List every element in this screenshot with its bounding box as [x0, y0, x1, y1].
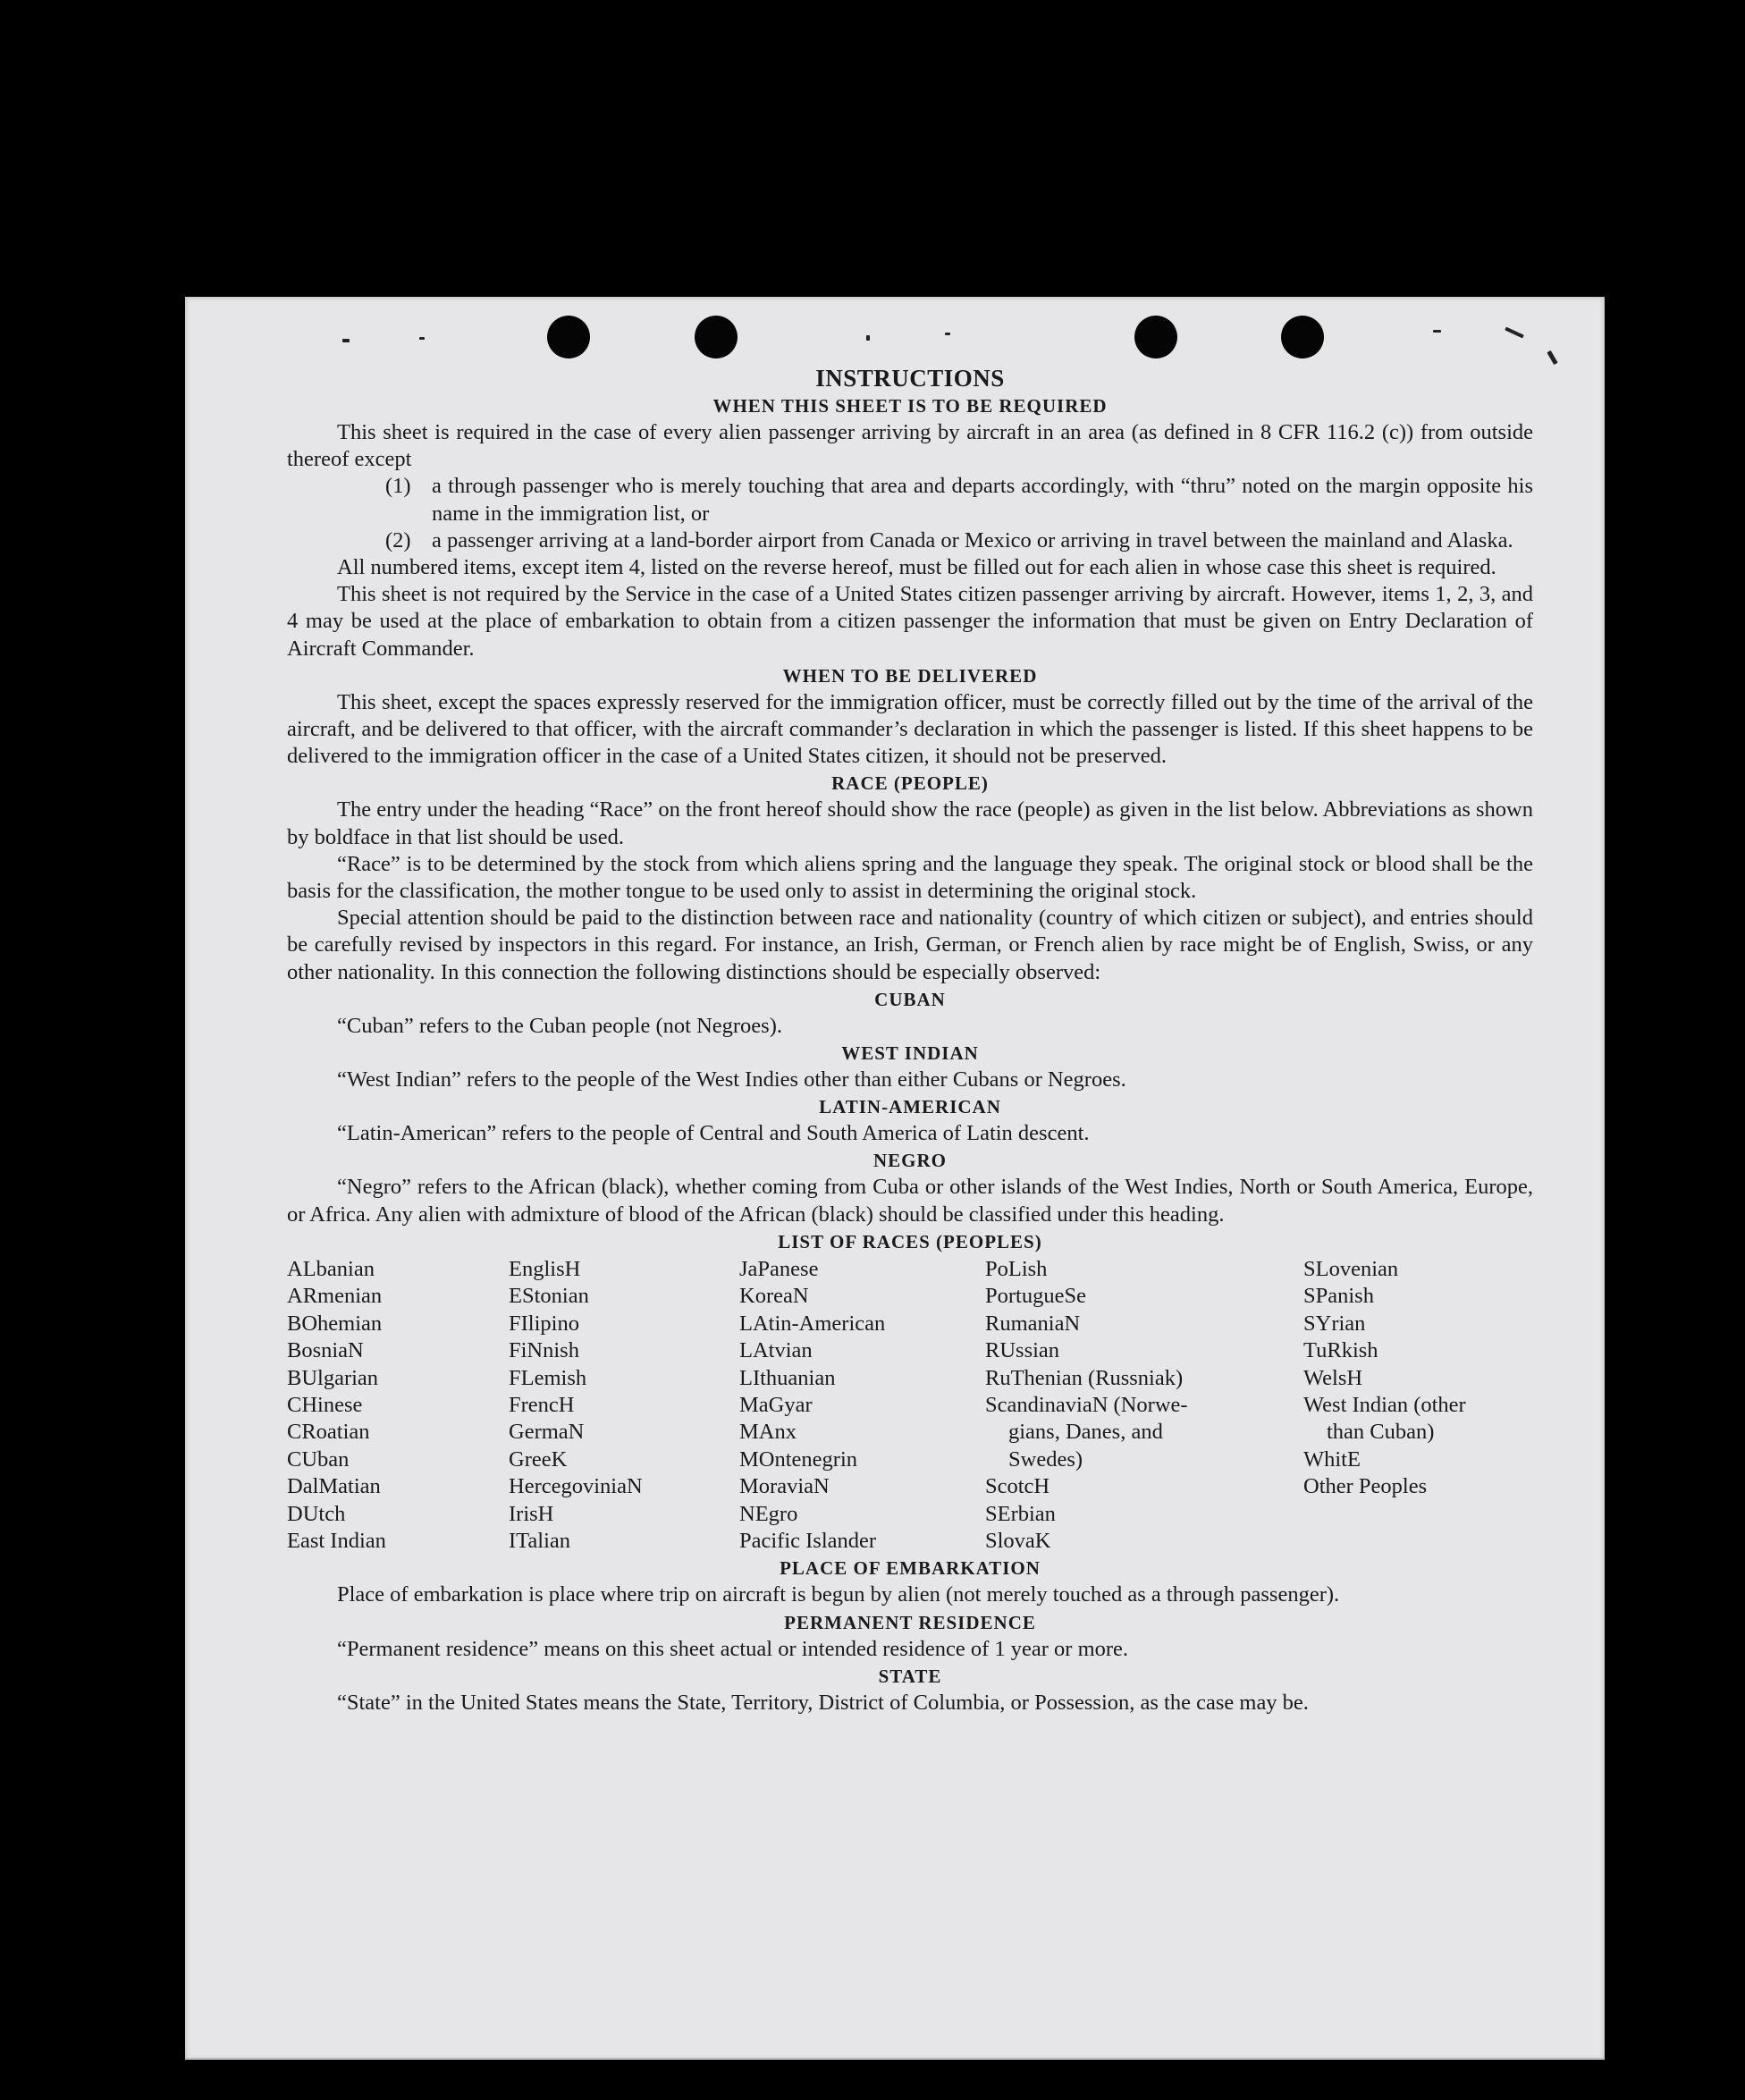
races-column [509, 1256, 739, 1555]
race-entry: KoreaN [739, 1284, 809, 1309]
race-entry: ALbanian [287, 1256, 375, 1281]
punch-hole [1281, 316, 1324, 358]
races-column [739, 1256, 985, 1555]
paragraph: “Latin-American” refers to the people of Central and South America of Latin descent. [337, 1121, 1090, 1146]
race-entry: CHinese [287, 1392, 363, 1417]
race-entry: SErbian [985, 1501, 1056, 1526]
race-entry: WhitE [1303, 1446, 1361, 1472]
punch-hole [547, 316, 590, 358]
race-entry: SLovenian [1303, 1256, 1399, 1281]
races-list [287, 1256, 1533, 1555]
race-entry: BOhemian [287, 1311, 383, 1336]
race-entry: West Indian (other [1303, 1392, 1466, 1417]
race-entry: East Indian [287, 1528, 386, 1553]
section-heading: NEGRO [872, 1150, 947, 1172]
document-page [185, 297, 1605, 2060]
speck [419, 337, 425, 340]
race-entry: IrisH [509, 1501, 554, 1526]
list-item [287, 527, 1533, 554]
race-entry: SPanish [1303, 1284, 1374, 1309]
race-entry: MaGyar [739, 1392, 813, 1417]
paragraph: “Cuban” refers to the Cuban people (not Negroes). [337, 1013, 782, 1038]
punch-hole [695, 316, 738, 358]
race-entry: BUlgarian [287, 1365, 379, 1390]
section-heading: WHEN TO BE DELIVERED [782, 664, 1038, 687]
section-heading: STATE [878, 1665, 942, 1687]
race-entry: PoLish [985, 1256, 1048, 1281]
paragraph: This sheet, except the spaces expressly reserved for the immigration officer, must be correctly filled out by the time of the arrival of the aircraft, and be delivered to that officer, with the aircraft commander’s declaration in which the passenger is listed. If this sheet happens to be delivered to the immigration officer in the case of a United States citizen, it should not be preserved. [287, 689, 1533, 769]
race-entry: ITalian [509, 1528, 571, 1553]
race-entry: FIlipino [509, 1311, 579, 1336]
page-edge [185, 2058, 1605, 2060]
races-column [1303, 1256, 1531, 1555]
section-heading: WEST INDIAN [841, 1042, 979, 1065]
item-text: a passenger arriving at a land-border airport from Canada or Mexico or arriving in travel between the mainland and Alaska. [432, 527, 1513, 552]
section-heading: CUBAN [874, 988, 946, 1010]
list-item [287, 473, 1533, 527]
speck [342, 339, 350, 342]
race-entry: MOntenegrin [739, 1446, 857, 1472]
race-entry: RumaniaN [985, 1311, 1081, 1336]
race-entry: NEgro [739, 1501, 798, 1526]
section-heading: PERMANENT RESIDENCE [784, 1611, 1036, 1633]
paragraph: “West Indian” refers to the people of the West Indies other than either Cubans or Negroes. [337, 1067, 1126, 1092]
race-entry: FiNnish [509, 1338, 579, 1363]
race-entry: EStonian [509, 1284, 589, 1309]
race-entry: WelsH [1303, 1365, 1363, 1390]
race-entry: LAtvian [739, 1338, 813, 1363]
race-entry: RuThenian (Russniak) [985, 1365, 1184, 1390]
race-entry: TuRkish [1303, 1338, 1378, 1363]
instructions-text [287, 364, 1533, 1716]
paragraph: “Race” is to be determined by the stock from which aliens spring and the language they speak. The original stock or blood shall be the basis for the classification, the mother tongue to be used only to assist in determining the original stock. [287, 851, 1533, 904]
race-entry: DUtch [287, 1501, 346, 1526]
race-entry: ScotcH [985, 1474, 1050, 1499]
race-entry: HercegoviniaN [509, 1474, 643, 1499]
race-entry-continued: than Cuban) [1327, 1420, 1435, 1445]
paragraph: This sheet is not required by the Service in the case of a United States citizen passenger arriving by aircraft. However, items 1, 2, 3, and 4 may be used at the place of embarkation to obtain from a citizen passenger the information that must be given on Entry Declaration of Aircraft Commander. [287, 582, 1533, 661]
paragraph: Special attention should be paid to the distinction between race and nationality (country of which citizen or subject), and entries should be carefully revised by inspectors in this regard. For instance, an Irish, German, or French alien by race might be of English, Swiss, or any other nationality. In this connection the following distinctions should be especially observed: [287, 906, 1533, 984]
paragraph: “Negro” refers to the African (black), whether coming from Cuba or other islands of the West Indies, North or South America, Europe, or Africa. Any alien with admixture of blood of the African (black) should be classified under this heading. [287, 1175, 1533, 1227]
paragraph: Place of embarkation is place where trip on aircraft is begun by alien (not merely touched as a through passenger). [337, 1582, 1340, 1607]
section-heading: WHEN THIS SHEET IS TO BE REQUIRED [712, 395, 1108, 417]
item-text: a through passenger who is merely touching that area and departs accordingly, with “thru” noted on the margin opposite his name in the immigration list, or [432, 474, 1533, 526]
race-entry: GermaN [509, 1420, 585, 1445]
race-entry: FLemish [509, 1365, 587, 1390]
race-entry: CUban [287, 1446, 350, 1472]
paragraph: The entry under the heading “Race” on the front hereof should show the race (people) as given in the list below. Abbreviations as shown by boldface in that list should be used. [287, 797, 1533, 849]
punch-hole [1134, 316, 1177, 358]
race-entry: SlovaK [985, 1528, 1051, 1553]
race-entry-continued: gians, Danes, and [1008, 1420, 1163, 1445]
paragraph: All numbered items, except item 4, listed on the reverse hereof, must be filled out for each alien in whose case this sheet is required. [337, 555, 1496, 580]
race-entry: SYrian [1303, 1311, 1366, 1336]
races-column [287, 1256, 509, 1555]
race-entry: FrencH [509, 1392, 575, 1417]
race-entry: JaPanese [739, 1256, 819, 1281]
paragraph: This sheet is required in the case of every alien passenger arriving by aircraft in an area (as defined in 8 CFR 116.2 (c)) from outside thereof except [287, 420, 1533, 472]
race-entry: Pacific Islander [739, 1528, 877, 1553]
section-heading: RACE (PEOPLE) [831, 772, 989, 795]
race-entry: ARmenian [287, 1284, 383, 1309]
races-column [985, 1256, 1303, 1555]
paragraph: “State” in the United States means the State, Territory, District of Columbia, or Possession, as the case may be. [337, 1690, 1309, 1715]
item-number: (2) [385, 527, 411, 552]
race-entry: ScandinaviaN (Norwe- [985, 1392, 1188, 1417]
race-entry: MAnx [739, 1420, 797, 1445]
race-entry: BosniaN [287, 1338, 364, 1363]
speck [945, 333, 950, 335]
paragraph: “Permanent residence” means on this sheet actual or intended residence of 1 year or more. [337, 1636, 1129, 1661]
item-number: (1) [385, 474, 411, 499]
race-entry: PortugueSe [985, 1284, 1086, 1309]
section-heading: LIST OF RACES (PEOPLES) [778, 1230, 1042, 1252]
race-entry: Other Peoples [1303, 1474, 1428, 1499]
race-entry: DalMatian [287, 1474, 381, 1499]
speck [866, 335, 870, 341]
page-title: INSTRUCTIONS [815, 365, 1005, 392]
section-heading: PLACE OF EMBARKATION [780, 1557, 1041, 1580]
speck [1547, 350, 1557, 365]
race-entry: LIthuanian [739, 1365, 836, 1390]
race-entry-continued: Swedes) [1008, 1446, 1083, 1472]
race-entry: EnglisH [509, 1256, 581, 1281]
race-entry: GreeK [509, 1446, 568, 1472]
race-entry: CRoatian [287, 1420, 370, 1445]
race-entry: LAtin-American [739, 1311, 886, 1336]
race-entry: MoraviaN [739, 1474, 830, 1499]
race-entry: RUssian [985, 1338, 1060, 1363]
section-heading: LATIN-AMERICAN [819, 1096, 1001, 1118]
speck [1433, 330, 1441, 333]
speck [1505, 327, 1524, 339]
